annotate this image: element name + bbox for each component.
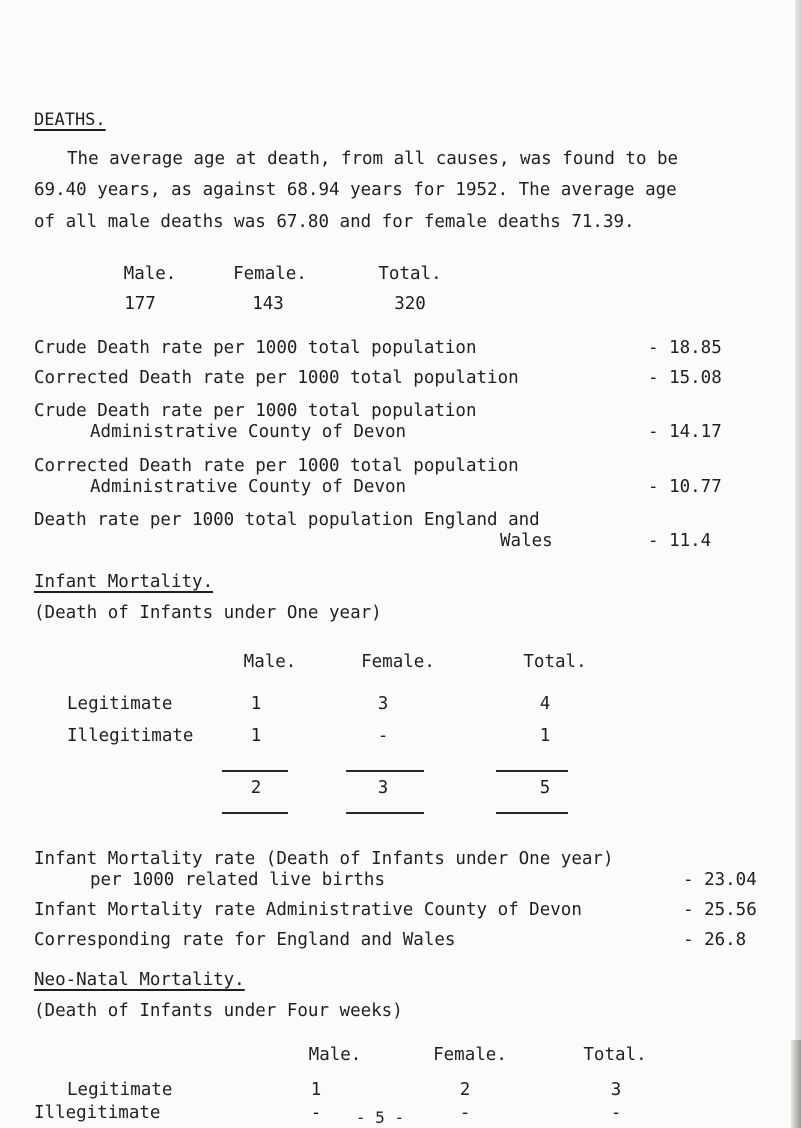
infant-header-female: Female. bbox=[361, 652, 435, 672]
rate-crude-label: Crude Death rate per 1000 total population bbox=[34, 338, 477, 358]
rate-england-label: Death rate per 1000 total population England and bbox=[34, 510, 540, 530]
infant-sum-rule-bottom-male bbox=[222, 812, 288, 814]
infant-sum-rule-top-female bbox=[346, 770, 424, 772]
rate-crude-value: - 18.85 bbox=[648, 338, 722, 358]
infant-rate-england-label: Corresponding rate for England and Wales bbox=[34, 930, 456, 950]
rate-corrected-devon-label: Corrected Death rate per 1000 total population bbox=[34, 456, 519, 476]
totals-header-female: Female. bbox=[233, 264, 307, 284]
neonatal-header-male: Male. bbox=[308, 1045, 362, 1065]
intro-line-1: The average age at death, from all causes, was found to be bbox=[67, 149, 679, 169]
neonatal-header-total: Total. bbox=[583, 1045, 647, 1065]
infant-rate-devon-label: Infant Mortality rate Administrative County of Devon bbox=[34, 900, 582, 920]
infant-rate-devon-value: - 25.56 bbox=[683, 900, 757, 920]
neonatal-row-legitimate-label: Legitimate bbox=[67, 1080, 173, 1100]
rate-crude-devon-label-2: Administrative County of Devon bbox=[90, 422, 407, 442]
infant-header-total: Total. bbox=[523, 652, 587, 672]
infant-row-illegitimate-female: - bbox=[377, 726, 389, 746]
totals-male: 177 bbox=[124, 294, 156, 314]
rate-corrected-value: - 15.08 bbox=[648, 368, 722, 388]
rate-corrected-devon-label-2: Administrative County of Devon bbox=[90, 477, 407, 497]
infant-rate-label: Infant Mortality rate (Death of Infants under One year) bbox=[34, 849, 614, 869]
rate-england-label-2: Wales bbox=[500, 531, 553, 551]
totals-header-total: Total. bbox=[378, 264, 442, 284]
infant-mortality-subheading: (Death of Infants under One year) bbox=[34, 603, 382, 623]
rate-crude-devon-label: Crude Death rate per 1000 total population bbox=[34, 401, 477, 421]
infant-row-legitimate-total: 4 bbox=[539, 694, 551, 714]
neonatal-row-legitimate-male: 1 bbox=[310, 1080, 322, 1100]
intro-line-2: 69.40 years, as against 68.94 years for 1952. The average age bbox=[34, 180, 677, 200]
page-title: DEATHS. bbox=[34, 110, 106, 130]
infant-sum-male: 2 bbox=[250, 778, 262, 798]
neonatal-row-illegitimate-female: - bbox=[459, 1103, 471, 1123]
rate-england-value: - 11.4 bbox=[648, 531, 712, 551]
neonatal-row-illegitimate-male: - bbox=[310, 1103, 322, 1123]
infant-sum-rule-top-total bbox=[496, 770, 568, 772]
page-corner-shadow bbox=[791, 1040, 801, 1128]
infant-sum-rule-bottom-total bbox=[496, 812, 568, 814]
neonatal-subheading: (Death of Infants under Four weeks) bbox=[34, 1001, 403, 1021]
neonatal-row-illegitimate-label: Illegitimate bbox=[34, 1103, 161, 1123]
infant-sum-total: 5 bbox=[539, 778, 551, 798]
infant-mortality-heading: Infant Mortality. bbox=[34, 572, 214, 592]
infant-rate-value: - 23.04 bbox=[683, 870, 757, 890]
rate-crude-devon-value: - 14.17 bbox=[648, 422, 722, 442]
infant-row-legitimate-female: 3 bbox=[377, 694, 389, 714]
infant-row-illegitimate-label: Illegitimate bbox=[67, 726, 194, 746]
rate-corrected-devon-value: - 10.77 bbox=[648, 477, 722, 497]
infant-rate-england-value: - 26.8 bbox=[683, 930, 747, 950]
infant-row-legitimate-male: 1 bbox=[250, 694, 262, 714]
neonatal-heading: Neo-Natal Mortality. bbox=[34, 970, 245, 990]
neonatal-row-legitimate-total: 3 bbox=[610, 1080, 622, 1100]
neonatal-row-legitimate-female: 2 bbox=[459, 1080, 471, 1100]
infant-header-male: Male. bbox=[243, 652, 297, 672]
infant-sum-female: 3 bbox=[377, 778, 389, 798]
rate-corrected-label: Corrected Death rate per 1000 total population bbox=[34, 368, 519, 388]
infant-sum-rule-bottom-female bbox=[346, 812, 424, 814]
infant-row-illegitimate-total: 1 bbox=[539, 726, 551, 746]
neonatal-row-illegitimate-total: - bbox=[610, 1103, 622, 1123]
neonatal-header-female: Female. bbox=[433, 1045, 507, 1065]
infant-row-illegitimate-male: 1 bbox=[250, 726, 262, 746]
infant-row-legitimate-label: Legitimate bbox=[67, 694, 173, 714]
totals-total: 320 bbox=[394, 294, 426, 314]
page-number: - 5 - bbox=[355, 1108, 405, 1127]
totals-female: 143 bbox=[252, 294, 284, 314]
infant-rate-label-2: per 1000 related live births bbox=[90, 870, 386, 890]
totals-header-male: Male. bbox=[123, 264, 177, 284]
infant-sum-rule-top-male bbox=[222, 770, 288, 772]
intro-line-3: of all male deaths was 67.80 and for female deaths 71.39. bbox=[34, 212, 635, 232]
page-edge-shadow bbox=[795, 0, 801, 1128]
